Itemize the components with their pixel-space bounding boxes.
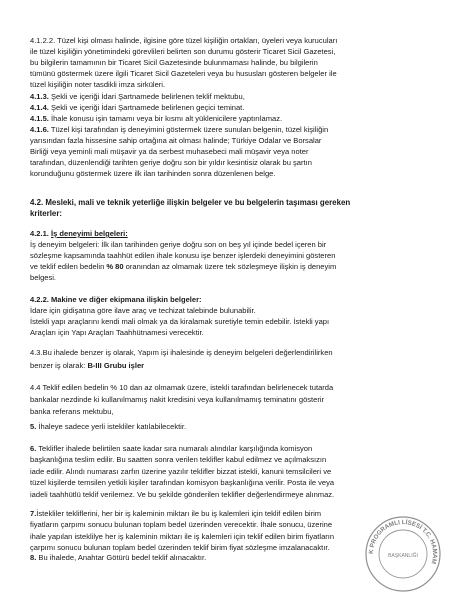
text-line: fiyatların çarpımı sonucu bulunan toplam bedel üzerinden verecektir. İhale sonucu, üzerine (30, 520, 333, 530)
text-line: banka referans mektubu, (30, 407, 114, 416)
item-text: Teklifler ihalede belirtilen saate kadar sıra numaralı alındılar karşılığında komisyon (38, 444, 313, 453)
subheading-text: İş deneyimi belgeleri: (51, 229, 128, 238)
section-4-2-2 (30, 295, 434, 339)
text-line: bankalar nezdinde ki kullanılmamış nakit kredisini veya kullanılmamış teminatını gösterir (30, 395, 325, 404)
heading-line: kriterler: (30, 208, 63, 218)
section-4-2-heading (30, 198, 434, 220)
text-line: İdare için gidişatına göre ilave araç ve techizat talebinde bulunabilir. (30, 305, 256, 315)
text-line: ve teklif edilen bedelin % 80 oranından az olmamak üzere tek sözleşmeye ilişkin iş deneyim (30, 261, 337, 271)
text-line: tümünü göstermek üzere ilgili Ticaret Sicil Gazeteleri veya bu hususları gösteren belgeler ile (30, 68, 337, 78)
text-line: tüzel kişilerde temsilen yetkili kişiler tarafından komisyon başkanlığına verilir. Posta ile veya (30, 478, 335, 488)
text-line: bu bilgilerin tamamının bir Ticaret Sicil Gazetesinde bulunmaması halinde, bu bilgilerin (30, 57, 318, 67)
stamp-inner-text: BAŞKANLIĞI (388, 553, 418, 559)
official-stamp (363, 514, 443, 594)
item-number: 5. (30, 422, 37, 431)
text-line: yarısından fazla hissesine sahip ortağına ait olması halinde; Türkiye Odalar ve Borsalar (30, 135, 322, 145)
section-4-4 (30, 382, 434, 418)
item-number: 4.1.3. (30, 92, 49, 101)
text-line: başkanlığına teslim edilir. Bu saatten sonra verilen teklifler kabul edilmez ve açılmaksızın (30, 455, 327, 465)
heading-line: 4.2. Mesleki, mali ve teknik yeterliğe ilişkin belgeler ve bu belgelerin taşıması gereken (30, 198, 351, 207)
section-5 (30, 422, 434, 433)
text-line (30, 92, 434, 103)
item-number: 4.1.5. (30, 113, 49, 123)
text-line: tarafından, düzenlendiği tarihten geriye doğru son bir yıldır kesintisiz olarak bu şartın (30, 157, 312, 167)
text-line: 4.3.Bu ihalede benzer iş olarak, Yapım işi ihalesinde iş deneyim belgeleri değerlendirilirken (30, 348, 333, 357)
text-line: çarpımı sonucu bulunan toplam bedel üzerinden teklif birim fiyat sözleşme imzalanacaktır. (30, 542, 330, 552)
text-part: benzer iş olarak: (30, 361, 88, 370)
item-text: İstekliler tekliflerini, her bir iş kaleminin miktarı ile bu iş kalemleri için teklif edilen birim (36, 509, 322, 518)
section-4-1-2 (30, 36, 434, 91)
stamp-ring-text: K PROGRAMLI LİSESİ T.C. HAMAM (367, 518, 439, 565)
text-line: 4.4 Teklif edilen bedelin % 10 dan az olmamak üzere, istekli tarafından belirlenecek tutarda (30, 383, 334, 392)
text-line: sözleşme kapsamında taahhüt edilen ihale konusu işe benzer işlerdeki deneyimini gösteren (30, 250, 336, 260)
text-line (30, 114, 434, 125)
text-line: belgesi. (30, 272, 57, 282)
text-line (30, 359, 434, 372)
text-line: korunduğunu göstermek üzere ilk ilan tarihinden sonra düzenlenen belge. (30, 168, 276, 178)
text-line (30, 422, 434, 433)
item-text: Şekli ve içeriği İdari Şartnamede belirlenen teklif mektubu, (51, 92, 245, 101)
item-text: İhale konusu işin tamamı veya bir kısmı alt yüklenicilere yaptırılamaz. (51, 113, 283, 123)
section-6 (30, 443, 434, 500)
item-number: 6. (30, 444, 37, 453)
item-number: 8. (30, 553, 37, 562)
section-4-2-1 (30, 229, 434, 284)
section-4-1-3-to-5 (30, 92, 434, 125)
subheading: 4.2.2. Makine ve diğer ekipmana ilişkin belgeler: (30, 295, 202, 304)
group-label: B-III Grubu işler (87, 361, 145, 370)
text-line: İstekli yapı araçlarını kendi mali olmak ya da kiralamak suretiyle temin edebilir. İstekli yapı (30, 316, 330, 326)
text-line: iade edilir. Alındı numarası zarfın üzerine yazılır teklifler bizzat istekli, kanuni temsilcileri ve (30, 466, 332, 476)
section-4-3 (30, 346, 434, 372)
item-number: 7. (30, 509, 37, 518)
item-number: 4.2.1. (30, 229, 49, 238)
text-line: İş deneyim belgeleri: İlk ilan tarihinden geriye doğru son on beş yıl içinde bedel içeren bir (30, 239, 327, 249)
text-line: ile tüzel kişiliğin yönetimindeki görevlileri belirten son durumu gösterir Ticaret Sicil Gazetesi, (30, 46, 336, 56)
text-line: ihale yapılan isteklilye her iş kaleminin miktarı ile iş kalemleri için teklif edilen birim fiyatların (30, 531, 335, 541)
text-line (30, 443, 434, 454)
text-line: iadeli taahhütlü teklif verilemez. Ve bu şekilde gönderilen teklifler değerlendirmeye alınmaz. (30, 489, 335, 499)
section-4-1-6 (30, 125, 434, 180)
item-number: 4.1.4. (30, 102, 49, 112)
item-text: Bu ihalede, Anahtar Götürü bedel teklif alınacaktır. (38, 553, 207, 562)
item-text: Tüzel kişi tarafından iş deneyimini göstermek üzere sunulan belgenin, tüzel kişiliğin (50, 125, 329, 134)
subheading (30, 229, 434, 240)
text-line (30, 103, 434, 114)
item-text: Şekli ve içeriği İdari Şartnamede belirlenen geçici teminat. (51, 102, 245, 112)
text-line: Araçları için Yapı Araçları Taahhütnamesi verecektir. (30, 327, 204, 337)
text-line: tüzel kişiliğin noter tasdikli imza sirküleri. (30, 79, 166, 89)
item-number: 4.1.6. (30, 125, 49, 134)
text-line: Birliği veya yeminli mali müşavir ya da serbest muhasebeci mali müşavir veya noter (30, 146, 309, 156)
percent-value: % 80 (106, 261, 124, 271)
item-text: İhaleye sadece yerli istekliler katılabilecektir. (38, 422, 187, 431)
text-line (30, 125, 434, 136)
text-line: 4.1.2.2. Tüzel kişi olması halinde, ilgisine göre tüzel kişiliğin ortakları, üyeleri veya kurucuları (30, 36, 338, 45)
